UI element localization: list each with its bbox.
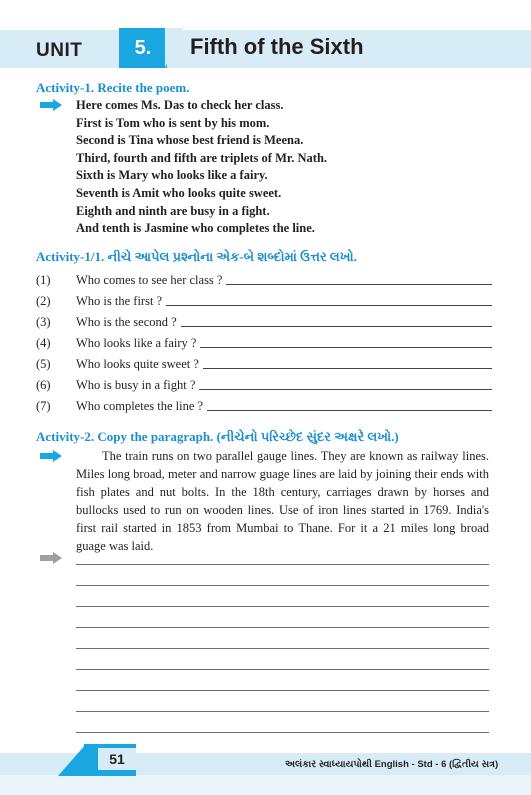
writing-line[interactable] xyxy=(76,669,489,670)
grey-arrow-icon xyxy=(40,552,62,564)
answer-line[interactable] xyxy=(181,325,492,327)
activity-1-1-heading: Activity-1/1. નીચે આપેલ પ્રશ્નોના એક-બે શબ્દોમાં ઉત્તર લખો. xyxy=(36,249,357,264)
question-number: (3) xyxy=(36,315,51,329)
paragraph: The train runs on two parallel gauge lines. They are known as railway lines. Miles long broad, meter and narrow guage lines are laid by joining their ends with fish plates and nut bolts. In the 18th century, carriages drawn by horses and bullocks used to run on wooden lines. Use of iron lines started in 1769. India's first rail started in 1853 from Mumbai to Thane. For it a 21 miles long broad guage was laid. xyxy=(76,449,489,553)
writing-line[interactable] xyxy=(76,690,489,691)
activity-2-heading-gu: (નીચેનો પરિચ્છેદ સુંદર અક્ષરે લખો.) xyxy=(216,429,399,444)
unit-title: Fifth of the Sixth xyxy=(190,34,364,59)
answer-line[interactable] xyxy=(200,346,492,348)
question-text: Who looks quite sweet ? xyxy=(76,357,199,371)
poem-line: Sixth is Mary who looks like a fairy. xyxy=(76,168,268,183)
unit-badge-slant xyxy=(165,28,183,68)
question-row xyxy=(36,377,492,393)
question-number: (7) xyxy=(36,399,51,413)
poem-line: Seventh is Amit who looks quite sweet. xyxy=(76,185,282,200)
answer-line[interactable] xyxy=(166,304,492,306)
writing-line[interactable] xyxy=(76,627,489,628)
footer-book-title: અલંકાર સ્વાધ્યાયપોથી English - Std - 6 (દ્વિતીય સત્ર) xyxy=(285,759,499,770)
question-text: Who looks like a fairy ? xyxy=(76,336,197,350)
unit-label: UNIT xyxy=(36,40,83,61)
question-row xyxy=(36,293,492,309)
writing-line[interactable] xyxy=(76,648,489,649)
page-number: 51 xyxy=(98,748,136,770)
answer-line[interactable] xyxy=(203,367,492,369)
question-text: Who comes to see her class ? xyxy=(76,273,223,287)
writing-line[interactable] xyxy=(76,585,489,586)
footer-bottom-band xyxy=(0,775,531,795)
answer-line[interactable] xyxy=(226,283,492,285)
right-arrow-icon xyxy=(40,450,62,462)
activity-2-heading-en: Activity-2. Copy the paragraph. xyxy=(36,429,214,444)
activity-1-heading: Activity-1. Recite the poem. xyxy=(36,80,190,95)
poem-line: And tenth is Jasmine who completes the line. xyxy=(76,221,315,236)
poem xyxy=(76,97,327,238)
writing-line[interactable] xyxy=(76,564,489,565)
writing-line[interactable] xyxy=(76,606,489,607)
question-number: (1) xyxy=(36,273,51,287)
question-row xyxy=(36,356,492,372)
question-text: Who completes the line ? xyxy=(76,399,204,413)
question-number: (4) xyxy=(36,336,51,350)
unit-number-badge: 5. xyxy=(119,28,167,68)
poem-line: First is Tom who is sent by his mom. xyxy=(76,115,270,130)
question-row xyxy=(36,314,492,330)
question-text: Who is busy in a fight ? xyxy=(76,378,196,392)
question-text: Who is the second ? xyxy=(76,315,177,329)
writing-line[interactable] xyxy=(76,732,489,733)
writing-line[interactable] xyxy=(76,711,489,712)
question-number: (5) xyxy=(36,357,51,371)
question-row xyxy=(36,398,492,414)
answer-line[interactable] xyxy=(207,409,492,411)
poem-line: Third, fourth and fifth are triplets of Mr. Nath. xyxy=(76,150,328,165)
question-text: Who is the first ? xyxy=(76,294,163,308)
poem-line: Eighth and ninth are busy in a fight. xyxy=(76,203,270,218)
answer-line[interactable] xyxy=(199,388,492,390)
question-row xyxy=(36,335,492,351)
poem-line: Here comes Ms. Das to check her class. xyxy=(76,98,284,112)
question-number: (6) xyxy=(36,378,51,392)
right-arrow-icon xyxy=(40,99,62,111)
poem-line: Second is Tina whose best friend is Meena. xyxy=(76,133,304,148)
activity-2-heading xyxy=(36,429,399,445)
question-row xyxy=(36,272,492,288)
question-number: (2) xyxy=(36,294,51,308)
